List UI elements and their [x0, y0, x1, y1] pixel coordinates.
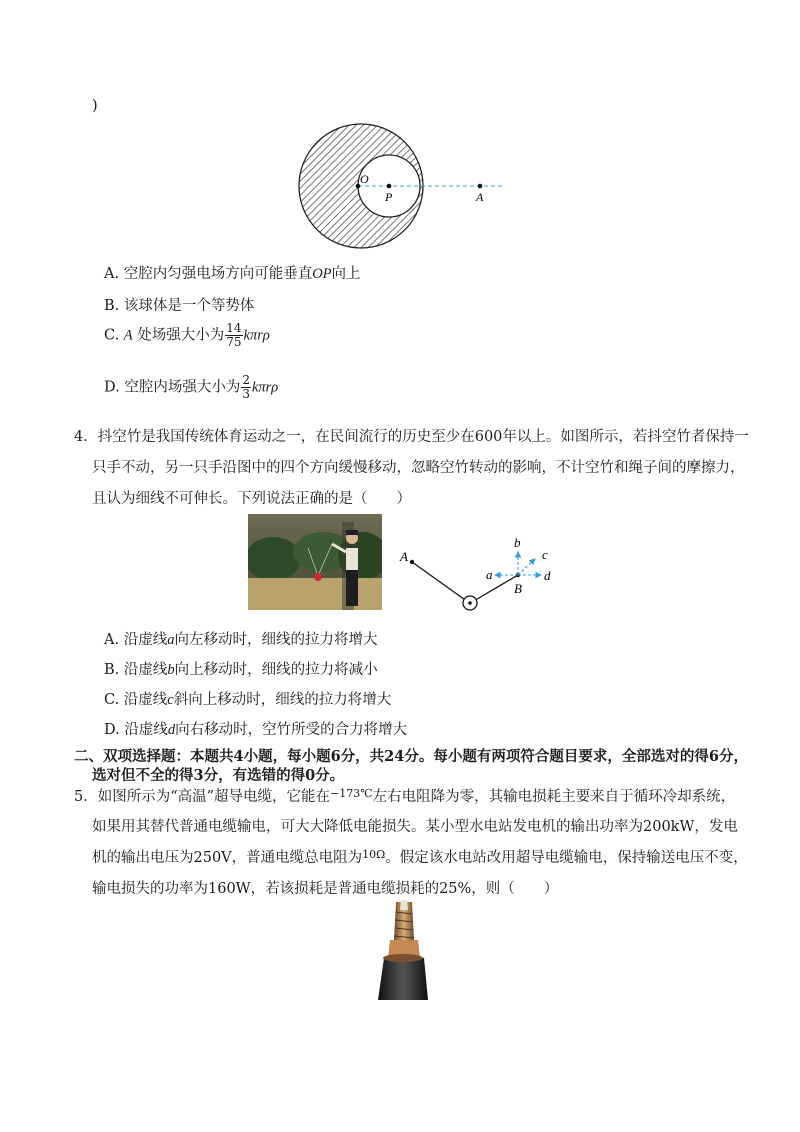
- q5-temperature: −173℃: [330, 787, 373, 800]
- q3-option-b: [104, 294, 254, 315]
- q5-stem-line3: [92, 846, 748, 867]
- q4-stem-line2: 只手不动，另一只手沿图中的四个方向缓慢移动，忽略空竹转动的影响，不计空竹和绳子间的摩擦力，: [92, 460, 745, 476]
- q4-stem-line3: 且认为细线不可伸长。下列说法正确的是（ ）: [92, 491, 411, 507]
- option-text: 沿虚线: [124, 722, 168, 738]
- option-text: 处场强大小为: [137, 327, 225, 344]
- q5-text: 左右电阻降为零，其输电损耗主要来自于循环冷却系统，: [372, 789, 736, 805]
- option-text: 向上: [331, 266, 361, 282]
- option-prefix: C.: [104, 327, 120, 344]
- q4-option-c: [104, 688, 391, 709]
- point-a: [478, 184, 483, 189]
- q5-resistance: 10Ω: [362, 848, 386, 861]
- option-text: 空腔内匀强电场方向可能垂直: [123, 266, 313, 282]
- superconducting-cable-photo: [368, 900, 438, 1000]
- label-a: A: [476, 190, 484, 204]
- rope-right: [472, 575, 518, 602]
- q3-option-d: [104, 374, 278, 401]
- var: c: [167, 692, 174, 708]
- q4-option-d: [104, 718, 407, 739]
- option-text: 沿虚线: [123, 662, 168, 678]
- formula-tail: kπrρ: [251, 379, 279, 396]
- q5-text: 。假定该水电站改用超导电缆输电，保持输送电压不变，: [385, 850, 748, 866]
- option-prefix: A.: [104, 632, 120, 648]
- q5-stem-line1: [74, 785, 735, 806]
- option-text: 向左移动时，细线的拉力将增大: [174, 632, 378, 648]
- label-p: P: [385, 190, 393, 204]
- label-b-point: B: [514, 581, 522, 596]
- section2-heading-line1: 二、双项选择题：本题共4小题，每小题6分，共24分。每小题有两项符合题目要求，全部选对的得6分，: [74, 748, 748, 765]
- option-prefix: A.: [104, 266, 120, 282]
- point-a: [410, 560, 414, 564]
- label-b-dir: b: [514, 535, 521, 550]
- option-prefix: D.: [104, 379, 120, 396]
- q4-option-a: [104, 628, 377, 649]
- option-text: 沿虚线: [123, 632, 168, 648]
- option-prefix: B.: [104, 662, 120, 678]
- q5-stem-line2: 如果用其替代普通电缆输电，可大大降低电能损失。某小型水电站发电机的输出功率为200kW，发电: [92, 819, 738, 835]
- option-text: 空腔内场强大小为: [124, 379, 241, 396]
- q3-option-a: [104, 262, 361, 283]
- label-a-dir: a: [486, 567, 493, 582]
- label-o: O: [360, 172, 369, 186]
- q4-option-b: [104, 658, 378, 679]
- point-p: [387, 184, 392, 189]
- var: b: [167, 662, 175, 678]
- fraction: $\frac{2}{3}$: [242, 373, 250, 401]
- q5-text: 5．如图所示为“高温”超导电缆，它能在: [74, 789, 331, 805]
- q5-stem-line4: 输电损失的功率为160W，若该损耗是普通电缆损耗的25%，则（ ）: [92, 881, 559, 897]
- option-text: 向上移动时，细线的拉力将减小: [174, 662, 378, 678]
- option-prefix: C.: [104, 692, 120, 708]
- option-text: 斜向上移动时，细线的拉力将增大: [173, 692, 392, 708]
- option-text: 向右移动时，空竹所受的合力将增大: [175, 722, 408, 738]
- q3-stem-end: ): [92, 98, 98, 114]
- q3-sphere-figure: [290, 120, 510, 255]
- var: a: [167, 632, 175, 648]
- option-text: 该球体是一个等势体: [123, 298, 255, 314]
- q4-stem-line1: 4．抖空竹是我国传统体育运动之一，在民间流行的历史至少在600年以上。如图所示，若抖空竹者保持一: [74, 429, 749, 445]
- var: d: [167, 722, 176, 738]
- label-a-point: A: [400, 549, 408, 564]
- q3-option-c: [104, 322, 270, 349]
- fraction: $\frac{14}{75}$: [226, 321, 242, 349]
- diabolo-player-photo: [248, 514, 382, 610]
- option-prefix: B.: [104, 298, 120, 314]
- label-d-dir: d: [544, 568, 551, 583]
- q4-rope-diagram: [392, 532, 572, 618]
- arrow-c: [518, 559, 535, 575]
- option-prefix: D.: [104, 722, 120, 738]
- option-text: 沿虚线: [123, 692, 168, 708]
- label-c-dir: c: [542, 547, 548, 562]
- formula-tail: kπrρ: [243, 327, 270, 344]
- rope-left: [412, 562, 468, 602]
- q5-text: 机的输出电压为250V，普通电缆总电阻为: [92, 850, 363, 866]
- var-a: A: [123, 327, 133, 344]
- var-op: OP: [312, 266, 332, 282]
- section2-heading-line2: 选对但不全的得3分，有选错的得0分。: [92, 767, 345, 784]
